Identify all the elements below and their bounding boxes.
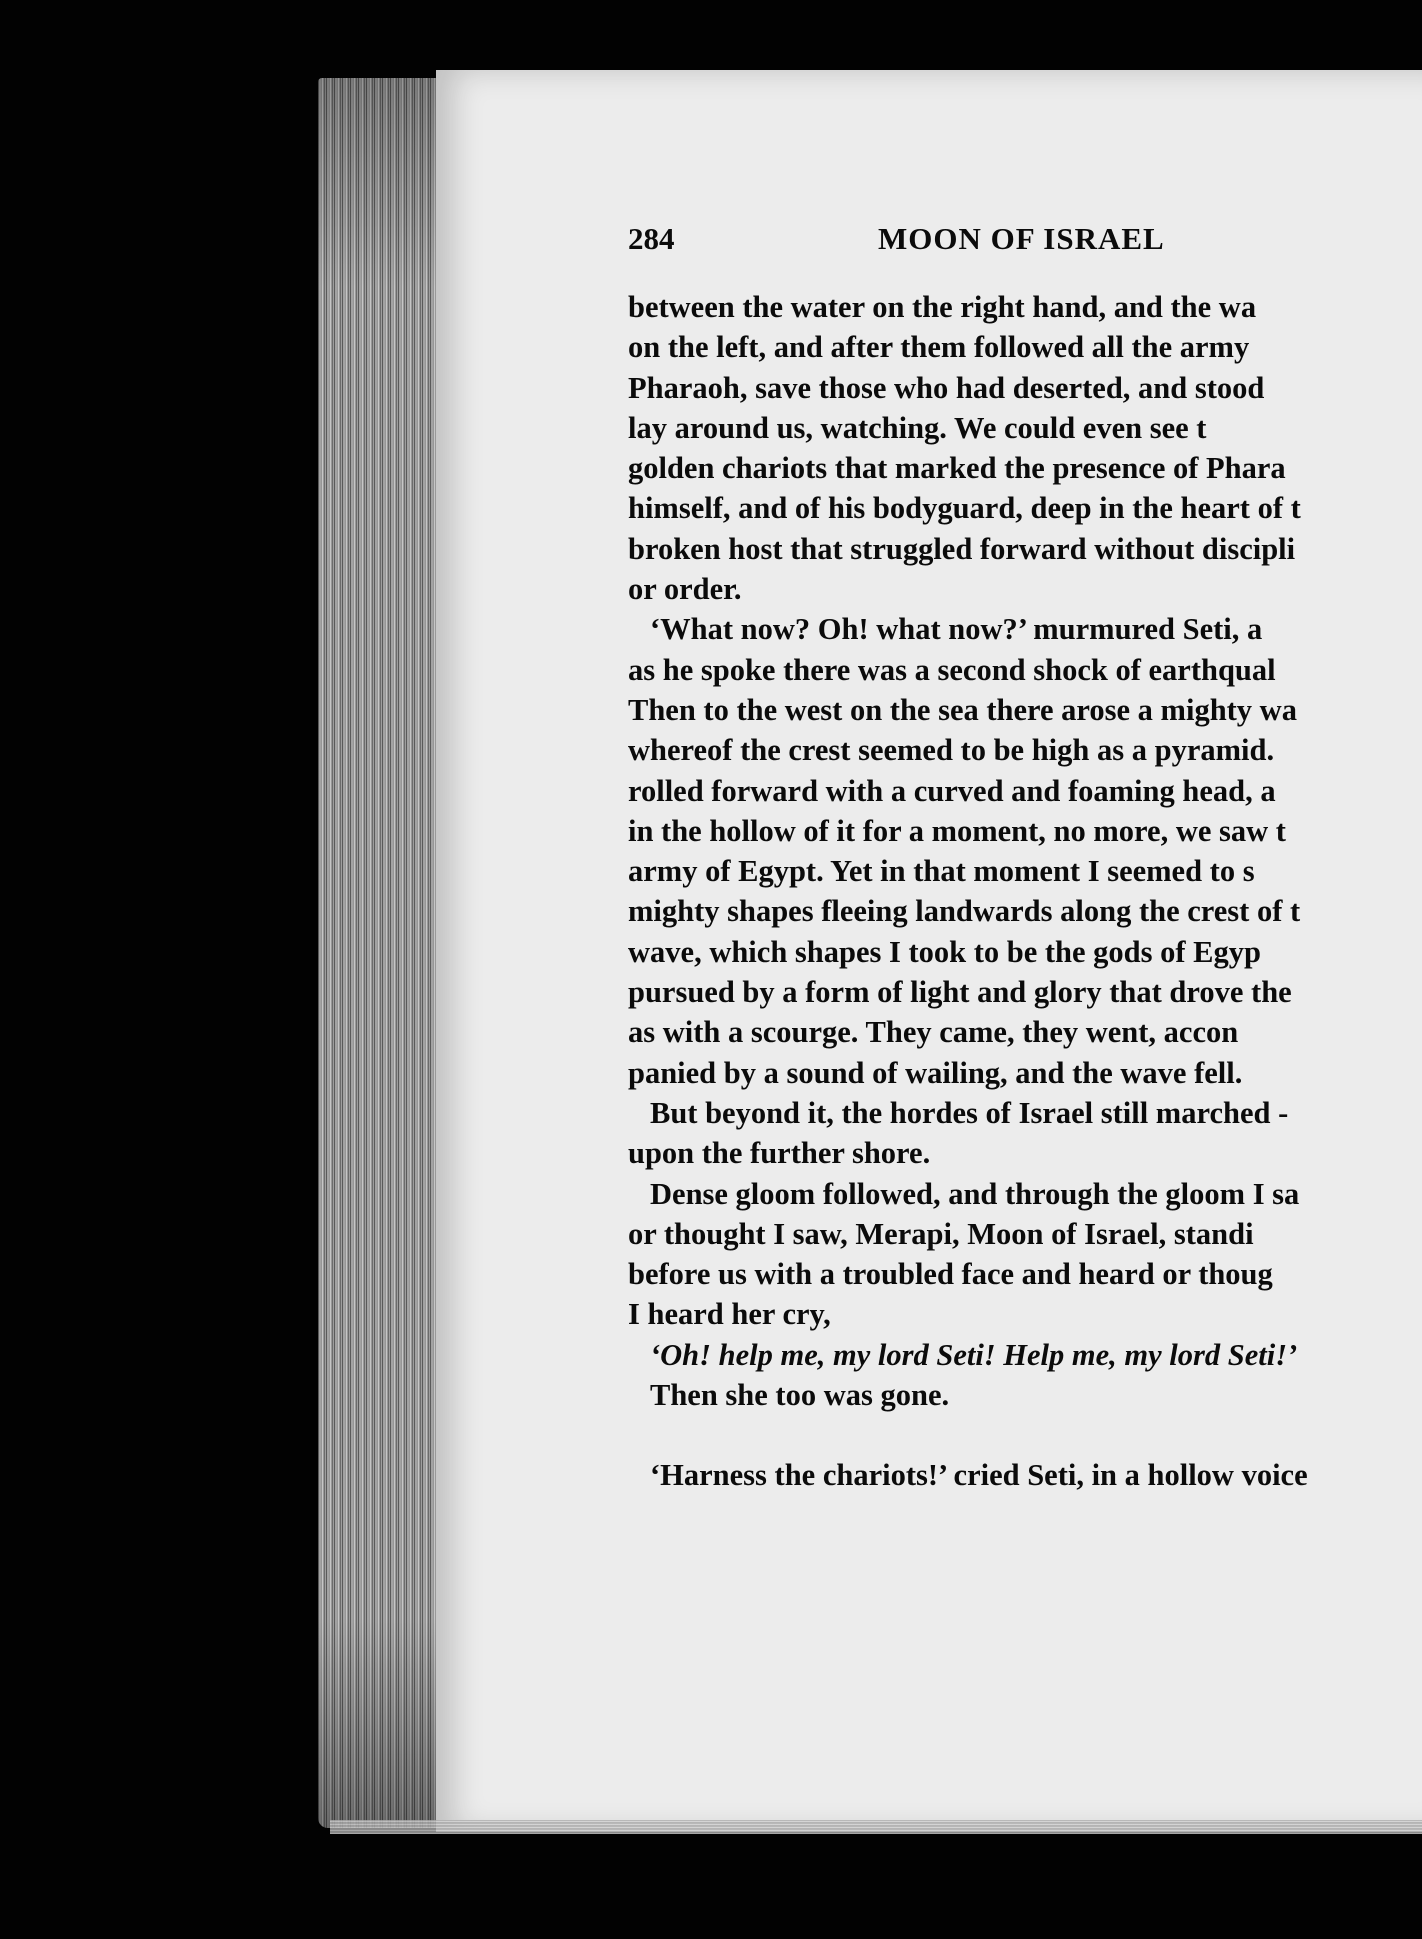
- page-edges: [318, 78, 438, 1828]
- text-line: upon the further shore.: [628, 1136, 931, 1171]
- body-text: [628, 287, 1422, 1496]
- text-line: Pharaoh, save those who had deserted, and stood: [628, 370, 1265, 405]
- text-line: pursued by a form of light and glory that drove the: [628, 975, 1292, 1010]
- text-line: mighty shapes fleeing landwards along the crest of t: [628, 894, 1301, 929]
- text-line: himself, and of his bodyguard, deep in the heart of t: [628, 491, 1301, 526]
- text-line: I heard her cry,: [628, 1297, 831, 1332]
- text-line: in the hollow of it for a moment, no more, we saw t: [628, 813, 1286, 848]
- running-title: MOON OF ISRAEL: [878, 221, 1165, 256]
- text-line: Then she too was gone.: [650, 1378, 950, 1413]
- text-line: lay around us, watching. We could even see t: [628, 410, 1207, 445]
- section-gap: [628, 1415, 1422, 1455]
- page-content: [628, 205, 1422, 1496]
- text-line: broken host that struggled forward without discipli: [628, 531, 1296, 566]
- text-line: as he spoke there was a second shock of earthqual: [628, 652, 1276, 687]
- text-line: Then to the west on the sea there arose a mighty wa: [628, 692, 1297, 727]
- text-line: rolled forward with a curved and foaming head, a: [628, 773, 1276, 808]
- text-line: panied by a sound of wailing, and the wave fell.: [628, 1055, 1243, 1090]
- italic-text-line: ‘Oh! help me, my lord Seti! Help me, my lord Seti!’: [650, 1337, 1298, 1372]
- bottom-page-edges: [330, 1820, 1422, 1834]
- text-line: ‘What now? Oh! what now?’ murmured Seti, a: [650, 612, 1263, 647]
- page-number: 284: [628, 221, 675, 256]
- text-line: whereof the crest seemed to be high as a pyramid.: [628, 733, 1275, 768]
- text-line: wave, which shapes I took to be the gods of Egyp: [628, 934, 1261, 969]
- text-line: on the left, and after them followed all the army: [628, 330, 1250, 365]
- closing-line: ‘Harness the chariots!’ cried Seti, in a hollow voice: [650, 1458, 1308, 1493]
- text-line: Dense gloom followed, and through the gloom I sa: [650, 1176, 1300, 1211]
- text-line: between the water on the right hand, and the wa: [628, 290, 1257, 324]
- text-line: golden chariots that marked the presence of Phara: [628, 451, 1286, 486]
- page-header: [628, 205, 1422, 265]
- text-line: before us with a troubled face and heard or thoug: [628, 1257, 1273, 1292]
- text-line: as with a scourge. They came, they went, accon: [628, 1015, 1239, 1050]
- text-line: But beyond it, the hordes of Israel still marched -: [650, 1095, 1289, 1130]
- text-line: or thought I saw, Merapi, Moon of Israel, standi: [628, 1216, 1254, 1251]
- text-line: or order.: [628, 572, 742, 607]
- text-line: army of Egypt. Yet in that moment I seemed to s: [628, 854, 1255, 889]
